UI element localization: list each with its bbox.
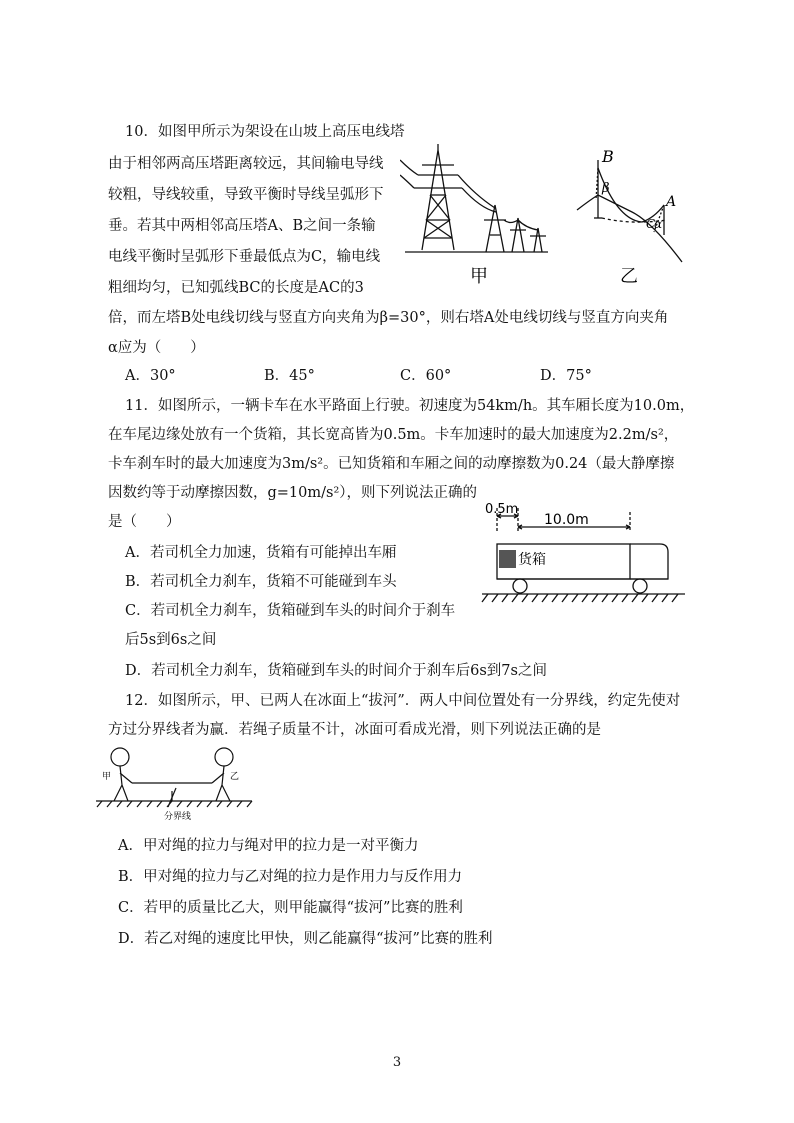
q10-option-c: C．60° [400, 368, 452, 384]
person-jia-label: 甲 [102, 772, 112, 782]
cargo-box-label: 货箱 [518, 552, 546, 568]
q12-option-a: A．甲对绳的拉力与绳对甲的拉力是一对平衡力 [118, 838, 419, 854]
alpha-label: α [654, 217, 663, 231]
fig-jia-label: 甲 [470, 266, 488, 287]
q11-option-c-cont: 后5s到6s之间 [125, 632, 217, 648]
q11-line-2: 在车尾边缘处放有一个货箱，其长宽高皆为0.5m。卡车加速时的最大加速度为2.2m/s²， [108, 427, 679, 443]
q10-line-2: 由于相邻两高压塔距离较远，其间输电导线 [108, 156, 384, 172]
q11-line-3: 卡车刹车时的最大加速度为3m/s²。已知货箱和车厢之间的动摩擦数为0.24（最大静摩擦 [108, 456, 675, 472]
q11-option-b: B．若司机全力刹车，货箱不可能碰到车头 [125, 574, 397, 590]
q10-line-3: 较粗，导线较重，导致平衡时导线呈弧形下 [108, 187, 384, 203]
box-size-label: 0.5m [485, 502, 519, 517]
cargo-box [499, 550, 516, 568]
q10-line-7: 倍，而左塔B处电线切线与竖直方向夹角为β=30°，则右塔A处电线切线与竖直方向夹角 [108, 310, 669, 326]
person-yi-label: 乙 [230, 772, 240, 782]
q12-option-b: B．甲对绳的拉力与乙对绳的拉力是作用力与反作用力 [118, 869, 463, 885]
q11-option-a: A．若司机全力加速，货箱有可能掉出车厢 [125, 545, 397, 561]
q10-line-1: 10．如图甲所示为架设在山坡上高压电线塔 [125, 124, 405, 140]
point-c-label: C [646, 217, 656, 231]
boundary-line-label: 分界线 [164, 812, 192, 822]
q10-line-8: α应为（ ） [108, 340, 205, 356]
q10-line-4: 垂。若其中两相邻高压塔A、B之间一条输 [108, 218, 376, 234]
tug-of-war-figure [92, 745, 262, 825]
q10-line-6: 粗细均匀，已知弧线BC的长度是AC的3 [108, 280, 364, 296]
q11-option-d: D．若司机全力刹车，货箱碰到车头的时间介于刹车后6s到7s之间 [125, 663, 547, 679]
fig-yi-label: 乙 [620, 266, 638, 287]
q11-line-5: 是（ ） [108, 514, 181, 530]
q10-line-5: 电线平衡时呈弧形下垂最低点为C，输电线 [108, 249, 381, 265]
beta-label: β [602, 181, 610, 196]
point-b-label: B [602, 147, 614, 166]
page-number: 3 [392, 1055, 402, 1070]
q10-option-b: B．45° [264, 368, 315, 384]
truck-figure [480, 500, 690, 610]
q12-option-d: D．若乙对绳的速度比甲快，则乙能赢得“拔河”比赛的胜利 [118, 931, 493, 947]
q11-line-1: 11．如图所示，一辆卡车在水平路面上行驶。初速度为54km/h。其车厢长度为10.0m， [125, 398, 695, 414]
q10-option-a: A．30° [125, 368, 176, 384]
q12-option-c: C．若甲的质量比乙大，则甲能赢得“拔河”比赛的胜利 [118, 900, 463, 916]
point-a-label: A [666, 194, 677, 210]
carriage-length-label: 10.0m [544, 512, 589, 528]
q12-line-1: 12．如图所示，甲、已两人在冰面上“拔河”．两人中间位置处有一分界线，约定先使对 [125, 693, 681, 709]
power-tower-figure [400, 140, 550, 295]
slope-wire-figure [572, 140, 692, 290]
q12-line-2: 方过分界线者为赢．若绳子质量不计，冰面可看成光滑，则下列说法正确的是 [108, 722, 601, 738]
q10-option-d: D．75° [540, 368, 592, 384]
q11-option-c: C．若司机全力刹车，货箱碰到车头的时间介于刹车 [125, 603, 456, 619]
q11-line-4: 因数约等于动摩擦因数，g=10m/s²），则下列说法正确的 [108, 485, 478, 501]
